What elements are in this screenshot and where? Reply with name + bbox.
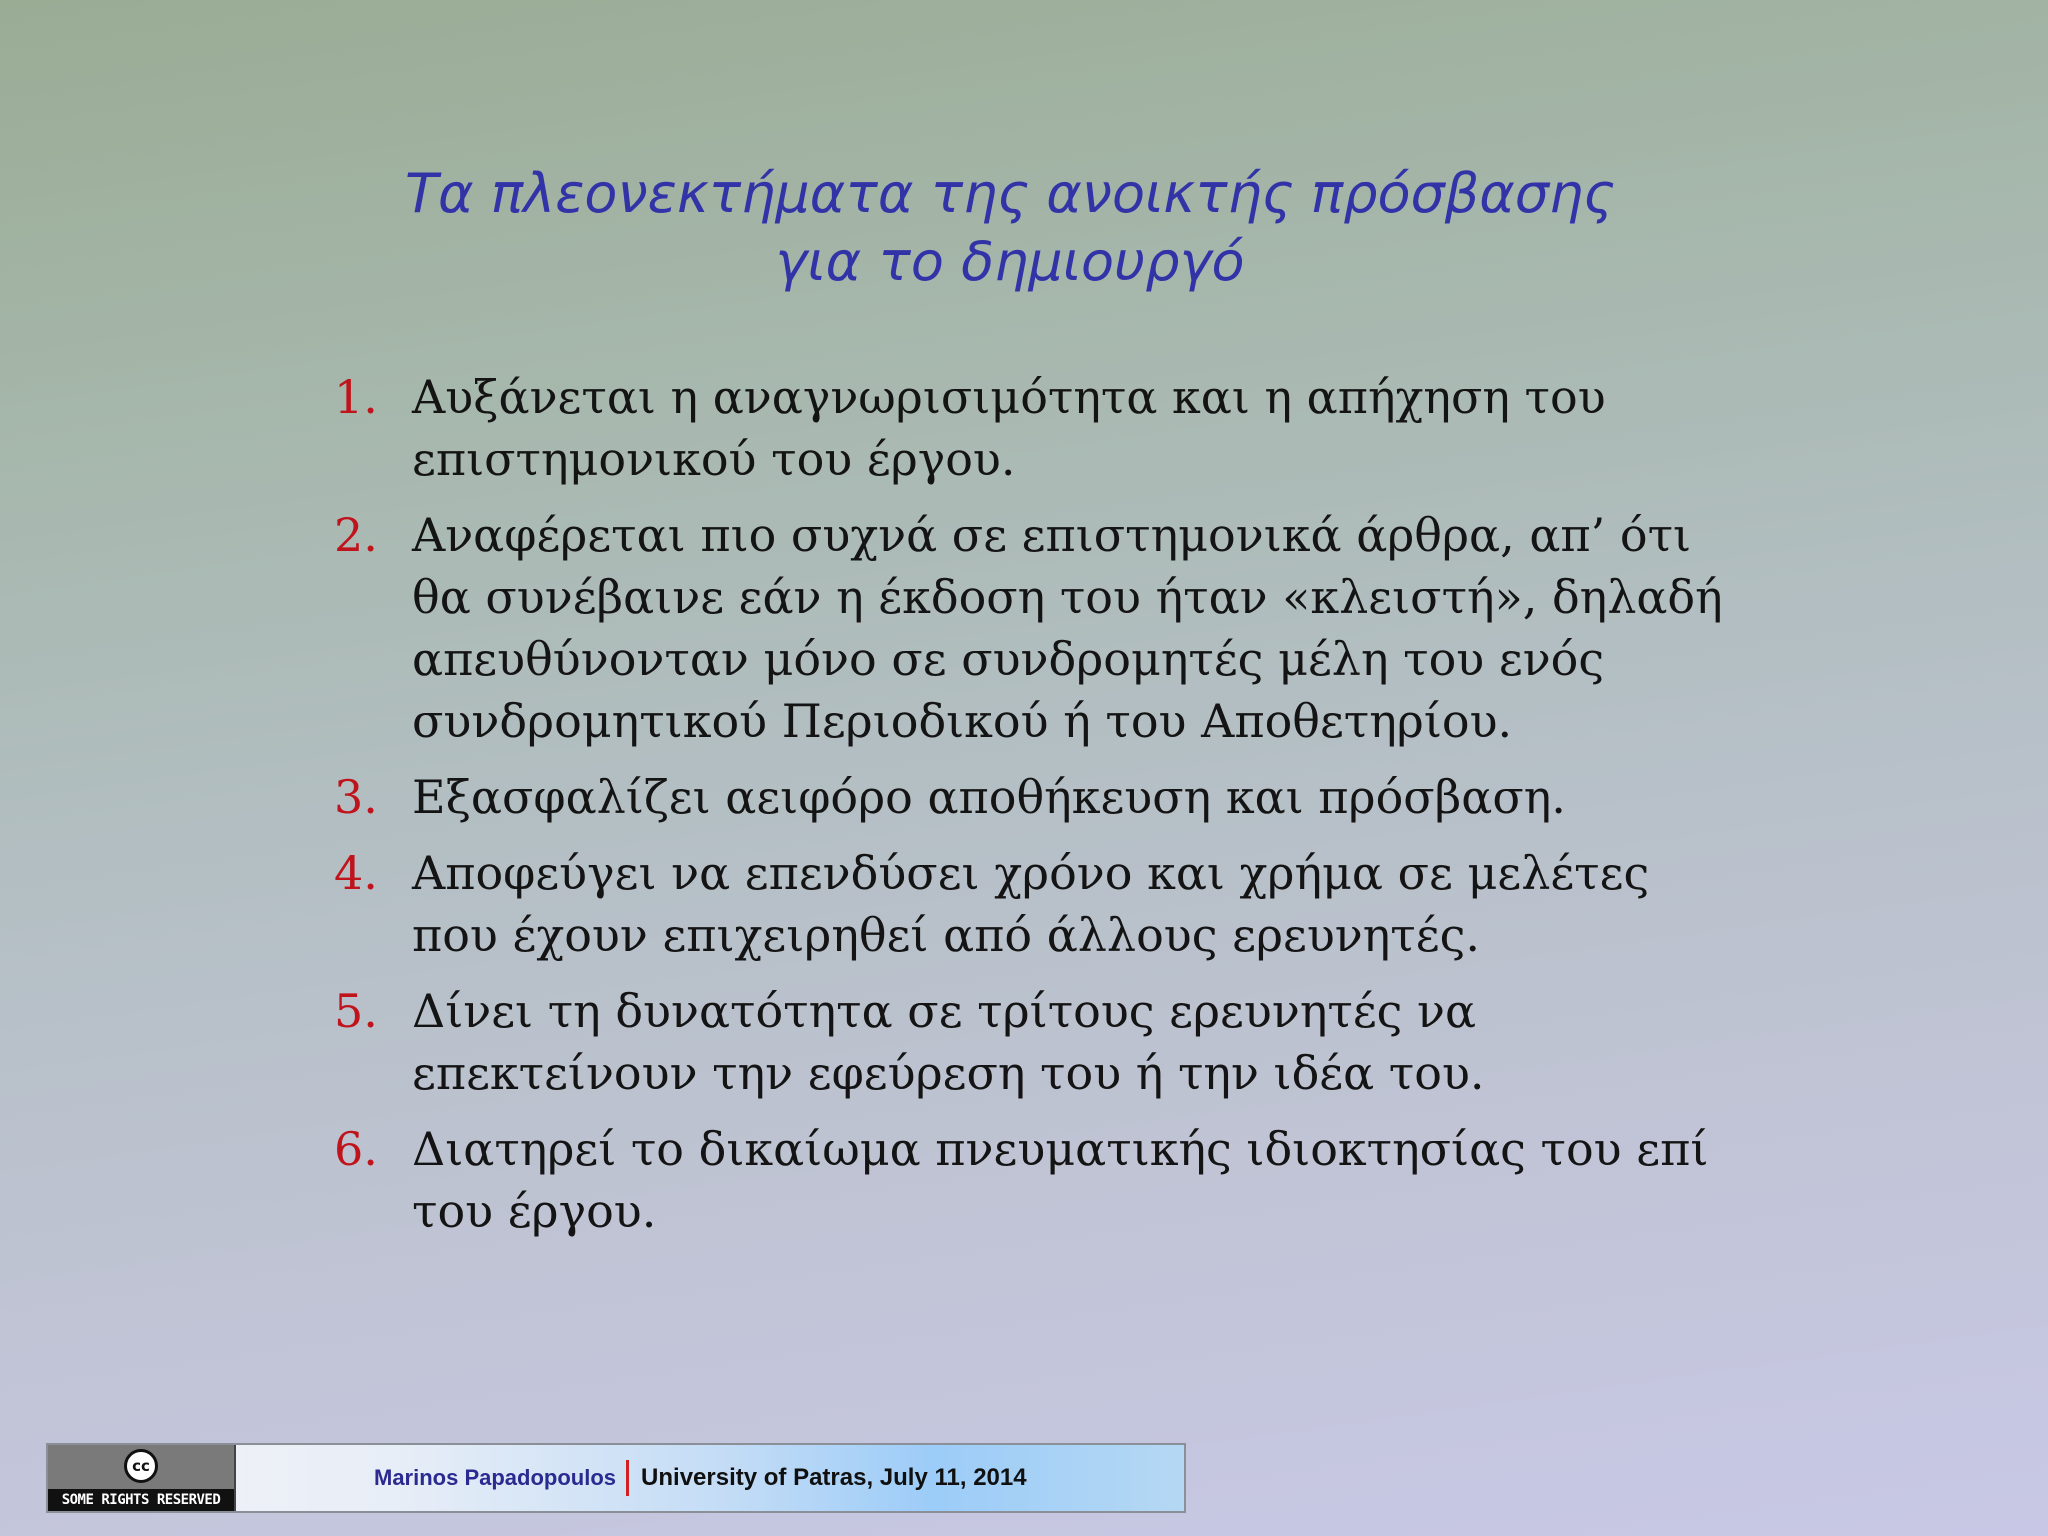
creative-commons-badge [48,1445,236,1511]
cc-badge-text: SOME RIGHTS RESERVED [48,1489,234,1511]
footer-separator [626,1460,629,1496]
list-item [334,842,1734,966]
list-item [334,366,1734,490]
list-item-number: 3. [334,770,378,824]
list-item [334,1118,1734,1242]
list-item-number: 2. [334,508,378,562]
slide-title-line-1: Τα πλεονεκτήματα της ανοικτής πρόσβασης [405,162,1615,225]
list-item-number: 5. [334,984,378,1038]
cc-icon: cc [124,1449,158,1483]
advantages-list [334,366,1734,1256]
list-item-number: 6. [334,1122,378,1176]
list-item [334,980,1734,1104]
slide-title-line-2: για το δημιουργό [775,230,1245,293]
list-item-number: 1. [334,370,378,424]
footer-affiliation: University of Patras, July 11, 2014 [641,1464,1027,1491]
list-item [334,766,1734,828]
list-item-text: Εξασφαλίζει αειφόρο αποθήκευση και πρόσβαση. [412,770,1566,824]
list-item-text: Αυξάνεται η αναγνωρισιμότητα και η απήχηση του επιστημονικού του έργου. [412,370,1606,486]
list-item [334,504,1734,752]
list-item-text: Αποφεύγει να επενδύσει χρόνο και χρήμα σε μελέτες που έχουν επιχειρηθεί από άλλους ερευνητές. [412,846,1650,962]
list-item-text: Διατηρεί το δικαίωμα πνευματικής ιδιοκτησίας του επί του έργου. [412,1122,1709,1238]
footer-bar [46,1443,1186,1513]
footer-author: Marinos Papadopoulos [374,1465,617,1490]
list-item-text: Δίνει τη δυνατότητα σε τρίτους ερευνητές να επεκτείνουν την εφεύρεση του ή την ιδέα του. [412,984,1485,1100]
list-item-text: Αναφέρεται πιο συχνά σε επιστημονικά άρθρα, απ’ ότι θα συνέβαινε εάν η έκδοση του ήταν «κλειστή», δηλαδή απευθύνονταν μόνο σε συνδρομητές μέλη του ενός συνδρομητικού Περιοδικού ή του Αποθετηρίου. [412,508,1723,748]
slide-title [300,160,1720,296]
list-item-number: 4. [334,846,378,900]
